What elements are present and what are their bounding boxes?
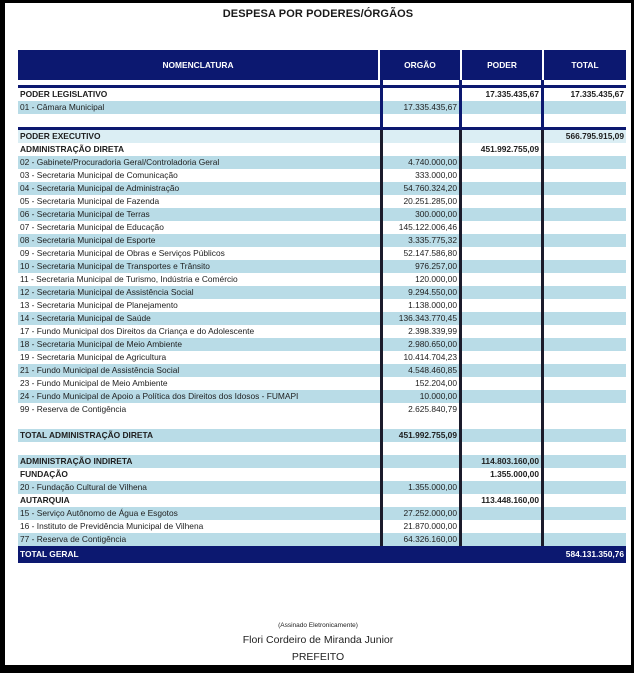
row-label: 02 - Gabinete/Procuradoria Geral/Controladoria Geral — [18, 156, 380, 169]
row-label: 03 - Secretaria Municipal de Comunicação — [20, 170, 178, 180]
table-row — [18, 182, 626, 195]
row-label: 15 - Serviço Autônomo de Água e Esgotos — [18, 507, 380, 520]
table-row — [18, 208, 626, 221]
orgao-value: 21.870.000,00 — [380, 520, 462, 533]
orgao-value: 54.760.324,20 — [380, 182, 462, 195]
row-label: 06 - Secretaria Municipal de Terras — [18, 208, 380, 221]
total-value: 17.335.435,67 — [570, 89, 624, 99]
row-label: ADMINISTRAÇÃO DIRETA — [20, 144, 125, 154]
row-label: 08 - Secretaria Municipal de Esporte — [18, 234, 380, 247]
orgao-value: 10.414.704,23 — [380, 351, 462, 364]
table-row — [18, 299, 626, 312]
table-row — [18, 377, 626, 390]
table-row — [18, 156, 626, 169]
table-row — [18, 286, 626, 299]
table-row — [18, 221, 626, 234]
row-label: TOTAL GERAL — [18, 546, 380, 563]
orgao-value: 1.355.000,00 — [380, 481, 462, 494]
row-total-administracao-direta — [18, 429, 626, 442]
table-row — [18, 520, 626, 533]
row-label: 07 - Secretaria Municipal de Educação — [20, 222, 164, 232]
orgao-value: 2.980.650,00 — [380, 338, 462, 351]
header-total: TOTAL — [544, 50, 626, 80]
row-label: 18 - Secretaria Municipal de Meio Ambiente — [18, 338, 380, 351]
orgao-value: 17.335.435,67 — [380, 101, 462, 114]
signatory-role: PREFEITO — [291, 651, 345, 663]
row-label: 24 - Fundo Municipal de Apoio a Política dos Direitos dos Idosos - FUMAPI — [18, 390, 380, 403]
poder-value: 451.992.755,09 — [462, 143, 544, 156]
header-orgao: ORGÃO — [380, 50, 462, 80]
poder-value: 17.335.435,67 — [462, 88, 544, 101]
row-label: 11 - Secretaria Municipal de Turismo, Indústria e Comércio — [20, 274, 238, 284]
header-poder: PODER — [462, 50, 544, 80]
row-label: PODER LEGISLATIVO — [20, 89, 108, 99]
row-label: 19 - Secretaria Municipal de Agricultura — [20, 352, 167, 362]
orgao-value: 136.343.770,45 — [380, 312, 462, 325]
row-label: 05 - Secretaria Municipal de Fazenda — [20, 196, 160, 206]
row-label: 21 - Fundo Municipal de Assistência Social — [18, 364, 380, 377]
orgao-value: 976.257,00 — [380, 260, 462, 273]
row-poder-executivo — [18, 130, 626, 143]
orgao-value: 152.204,00 — [380, 377, 462, 390]
document-page — [5, 3, 631, 665]
table-header-row — [18, 50, 626, 80]
table-row — [18, 234, 626, 247]
table-row — [18, 247, 626, 260]
signature-note: (Assinado Eletronicamente) — [278, 622, 358, 629]
row-label: AUTARQUIA — [20, 495, 70, 505]
row-label: 09 - Secretaria Municipal de Obras e Serviços Públicos — [20, 248, 225, 258]
document-title: DESPESA POR PODERES/ÓRGÃOS — [222, 8, 414, 20]
table-row — [18, 169, 626, 182]
table-row — [18, 312, 626, 325]
orgao-value: 120.000,00 — [380, 273, 462, 286]
row-label: 99 - Reserva de Contigência — [20, 404, 127, 414]
table-row — [18, 364, 626, 377]
row-label: 20 - Fundação Cultural de Vilhena — [18, 481, 380, 494]
orgao-value: 145.122.006,46 — [380, 221, 462, 234]
poder-value: 113.448.160,00 — [462, 494, 544, 507]
row-label: 17 - Fundo Municipal dos Direitos da Criança e do Adolescente — [20, 326, 255, 336]
orgao-value: 3.335.775,32 — [380, 234, 462, 247]
total-value: 584.131.350,76 — [544, 546, 626, 563]
table-row — [18, 195, 626, 208]
orgao-value: 27.252.000,00 — [380, 507, 462, 520]
row-label: 23 - Fundo Municipal de Meio Ambiente — [20, 378, 168, 388]
row-label: 16 - Instituto de Previdência Municipal de Vilhena — [20, 521, 204, 531]
orgao-value: 2.625.840,79 — [380, 403, 462, 416]
expense-table — [18, 50, 626, 563]
table-row — [18, 533, 626, 546]
row-label: FUNDAÇÃO — [20, 469, 68, 479]
table-row — [18, 351, 626, 364]
row-label: 77 - Reserva de Contigência — [18, 533, 380, 546]
row-administracao-indireta — [18, 455, 626, 468]
table-row — [18, 507, 626, 520]
row-label: 13 - Secretaria Municipal de Planejamento — [20, 300, 178, 310]
row-label: ADMINISTRAÇÃO INDIRETA — [18, 455, 380, 468]
table-row — [18, 101, 626, 114]
table-row — [18, 338, 626, 351]
orgao-value: 9.294.550,00 — [380, 286, 462, 299]
orgao-value: 300.000,00 — [380, 208, 462, 221]
row-label: 12 - Secretaria Municipal de Assistência Social — [18, 286, 380, 299]
total-value: 566.795.915,09 — [544, 130, 626, 143]
row-total-geral — [18, 546, 626, 563]
row-label: 14 - Secretaria Municipal de Saúde — [18, 312, 380, 325]
table-row — [18, 481, 626, 494]
row-label: 10 - Secretaria Municipal de Transportes e Trânsito — [18, 260, 380, 273]
poder-value: 1.355.000,00 — [462, 468, 544, 481]
row-poder-legislativo — [18, 88, 626, 101]
row-fundacao — [18, 468, 626, 481]
table-body — [18, 80, 626, 563]
orgao-value: 64.326.160,00 — [380, 533, 462, 546]
orgao-value: 52.147.586,80 — [380, 247, 462, 260]
row-label: 04 - Secretaria Municipal de Administração — [18, 182, 380, 195]
row-label: TOTAL ADMINISTRAÇÃO DIRETA — [18, 429, 380, 442]
orgao-value: 2.398.339,99 — [380, 325, 462, 338]
orgao-value: 20.251.285,00 — [380, 195, 462, 208]
row-label: 01 - Câmara Municipal — [18, 101, 380, 114]
table-row — [18, 273, 626, 286]
orgao-value: 4.548.460,85 — [380, 364, 462, 377]
table-row — [18, 403, 626, 416]
orgao-value: 4.740.000,00 — [380, 156, 462, 169]
orgao-value: 1.138.000,00 — [380, 299, 462, 312]
row-label: PODER EXECUTIVO — [18, 130, 380, 143]
header-nomenclatura: NOMENCLATURA — [18, 50, 380, 80]
row-administracao-direta — [18, 143, 626, 156]
orgao-value: 333.000,00 — [380, 169, 462, 182]
row-autarquia — [18, 494, 626, 507]
table-row — [18, 325, 626, 338]
table-row — [18, 260, 626, 273]
poder-value: 114.803.160,00 — [462, 455, 544, 468]
signatory-name: Flori Cordeiro de Miranda Junior — [242, 634, 394, 646]
orgao-value: 451.992.755,09 — [380, 429, 462, 442]
orgao-value: 10.000,00 — [380, 390, 462, 403]
table-row — [18, 390, 626, 403]
